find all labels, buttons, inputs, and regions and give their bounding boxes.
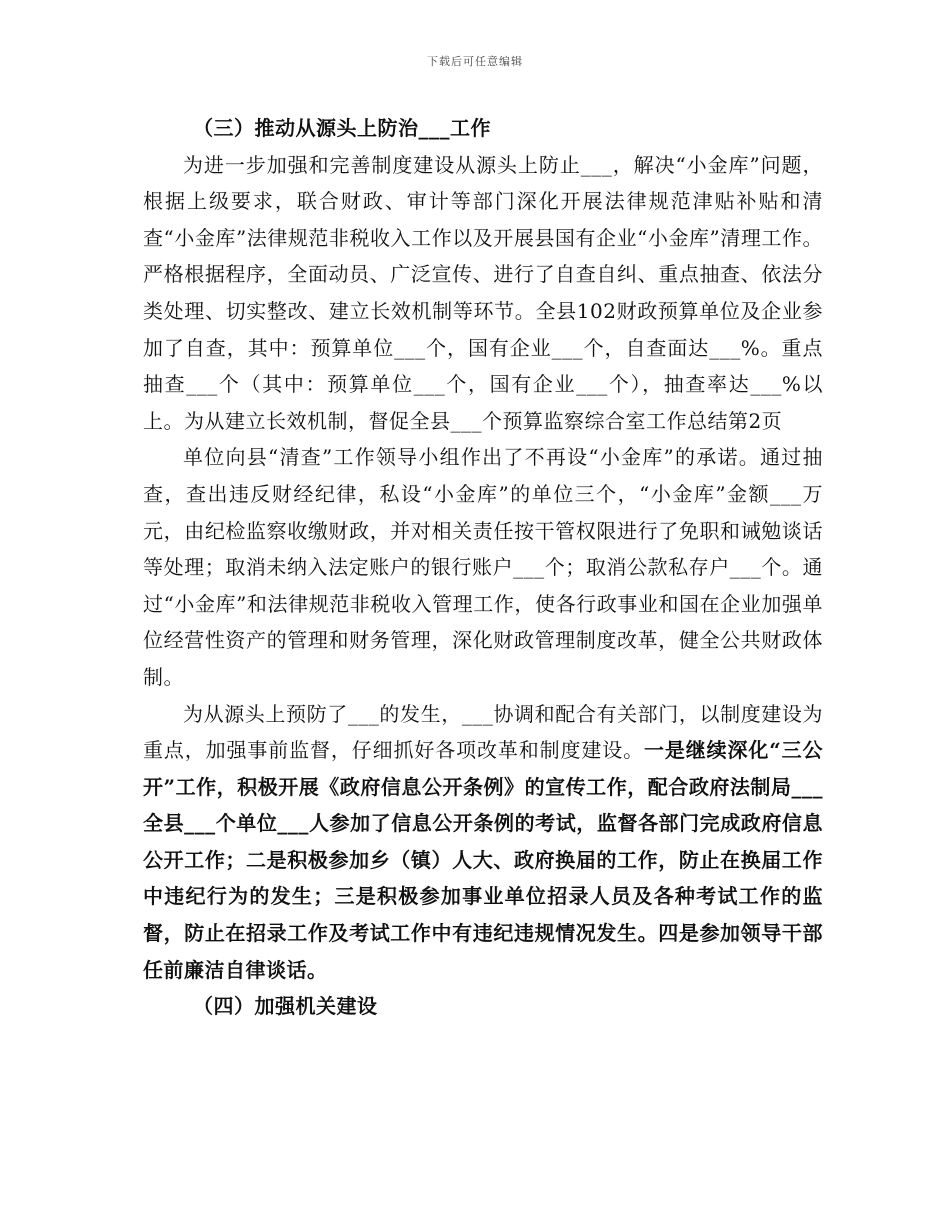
paragraph-3-text: 为从源头上预防了___的发生，___协调和配合有关部门，以制度建设为重点，加强事前监督，仔细抓好各项改革和制度建设。 [143,701,823,763]
page-header: 下载后可任意编辑 [427,55,523,68]
paragraph-3-bold-text: 一是继续深化“三公开”工作，积极开展《政府信息公开条例》的宣传工作，配合政府法制局___全县___个单位___人参加了信息公开条例的考试，监督各部门完成政府信息公开工作；二是积极参加乡（镇）人大、政府换届的工作，防止在换届工作中违纪行为的发生；三是积极参加事业单位招录人员及各种考试工作的监督，防止在招录工作及考试工作中有违纪违规情况发生。四是参加领导干部任前廉洁自律谈话。 [143,738,823,982]
section-heading-3: （三）推动从源头上防治___工作 [193,116,491,140]
paragraph-2: 单位向县“清查”工作领导小组作出了不再设“小金库”的承诺。通过抽查，查出违反财经纪律，私设“小金库”的单位三个，“小金库”金额___万元，由纪检监察收缴财政，并对相关责任按干管权限进行了免职和诫勉谈话等处理；取消未纳入法定账户的银行账户___个；取消公款私存户___个。通过“小金库”和法律规范非税收入管理工作，使各行政事业和国在企业加强单位经营性资产的管理和财务管理，深化财政管理制度改革，健全公共财政体制。 [143,445,823,689]
paragraph-1: 为进一步加强和完善制度建设从源头上防止___，解决“小金库”问题，根据上级要求，联合财政、审计等部门深化开展法律规范津贴补贴和清查“小金库”法律规范非税收入工作以及开展县国有企业“小金库”清理工作。严格根据程序，全面动员、广泛宣传、进行了自查自纠、重点抽查、依法分类处理、切实整改、建立长效机制等环节。全县102财政预算单位及企业参加了自查，其中：预算单位___个，国有企业___个，自查面达___%。重点抽查___个（其中：预算单位___个，国有企业___个），抽查率达___%以上。为从建立长效机制，督促全县___个预算监察综合室工作总结第2页 [143,152,823,433]
paragraph-3 [143,696,823,989]
section-heading-4: （四）加强机关建设 [193,994,378,1019]
document-body [143,110,823,1025]
